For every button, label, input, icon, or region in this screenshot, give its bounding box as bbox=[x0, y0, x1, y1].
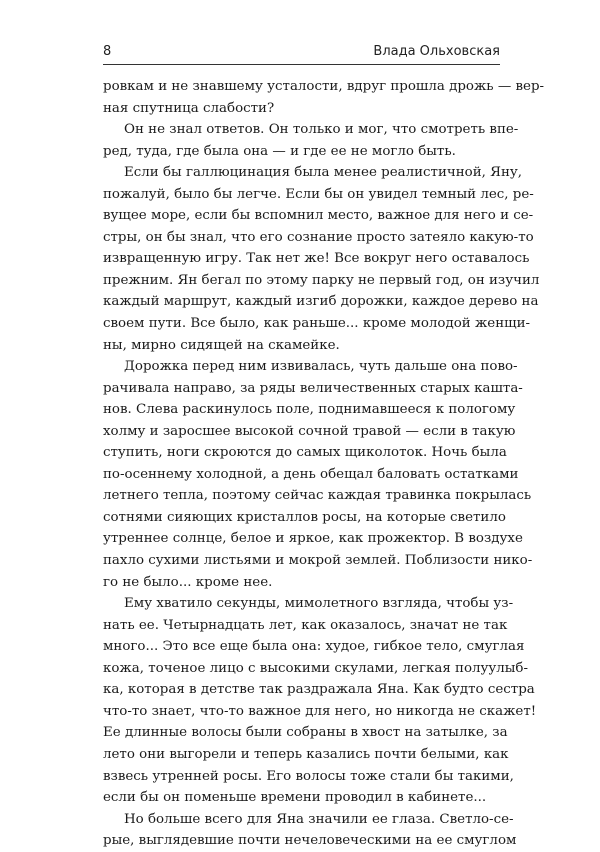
text-line: го не было... кроме нее. bbox=[103, 574, 273, 590]
text-line: утреннее солнце, белое и яркое, как прожектор. В воздухе bbox=[103, 531, 523, 547]
text-line: кожа, точеное лицо с высокими скулами, легкая полуулыб- bbox=[103, 660, 529, 676]
page-number: 8 bbox=[103, 44, 112, 59]
text-line: рые, выглядевшие почти нечеловеческими на ее смуглом bbox=[103, 833, 517, 849]
running-head bbox=[103, 42, 500, 65]
text-line: ровкам и не знавшему усталости, вдруг прошла дрожь — вер- bbox=[103, 79, 545, 94]
text-line: вущее море, если бы вспомнил место, важное для него и се- bbox=[103, 208, 534, 224]
text-line: Ее длинные волосы были собраны в хвост на затылке, за bbox=[103, 725, 508, 741]
text-line: пожалуй, было бы легче. Если бы он увидел темный лес, ре- bbox=[103, 186, 534, 202]
text-line: ка, которая в детстве так раздражала Яна. Как будто сестра bbox=[103, 682, 535, 698]
text-line: прежним. Ян бегал по этому парку не первый год, он изучил bbox=[103, 272, 540, 288]
text-line: ны, мирно сидящей на скамейке. bbox=[103, 337, 340, 353]
text-line: ная спутница слабости? bbox=[103, 100, 275, 116]
text-line: летнего тепла, поэтому сейчас каждая травинка покрылась bbox=[103, 488, 532, 504]
author-name: Влада Ольховская bbox=[373, 44, 500, 59]
body-text bbox=[103, 76, 545, 852]
text-line: по-осеннему холодной, а день обещал баловать остатками bbox=[103, 466, 519, 482]
text-line: Если бы галлюцинация была менее реалистичной, Яну, bbox=[124, 165, 523, 181]
text-line: Ему хватило секунды, мимолетного взгляда, чтобы уз- bbox=[124, 596, 514, 612]
text-line: каждый маршрут, каждый изгиб дорожки, каждое дерево на bbox=[103, 294, 539, 310]
text-line: много... Это все еще была она: худое, гибкое тело, смуглая bbox=[103, 639, 525, 655]
text-line: Он не знал ответов. Он только и мог, что смотреть впе- bbox=[124, 122, 519, 138]
text-line: извращенную игру. Так нет же! Все вокруг него оставалось bbox=[103, 251, 530, 267]
text-line: Дорожка перед ним извивалась, чуть дальше она пово- bbox=[124, 359, 518, 375]
text-line: рачивала направо, за ряды величественных старых кашта- bbox=[103, 380, 523, 396]
text-line: холму и заросшее высокой сочной травой — если в такую bbox=[103, 423, 516, 439]
text-line: нать ее. Четырнадцать лет, как оказалось, значат не так bbox=[103, 617, 508, 633]
text-line: лето они выгорели и теперь казались почти белыми, как bbox=[103, 746, 509, 762]
text-line: взвесь утренней росы. Его волосы тоже стали бы такими, bbox=[103, 768, 514, 784]
text-line: ред, туда, где была она — и где ее не могло быть. bbox=[103, 143, 456, 159]
text-line: если бы он поменьше времени проводил в кабинете... bbox=[103, 790, 487, 806]
text-line: Но больше всего для Яна значили ее глаза. Светло-се- bbox=[124, 811, 514, 827]
text-line: пахло сухими листьями и мокрой землей. Поблизости нико- bbox=[103, 553, 533, 569]
text-line: что-то знает, что-то важное для него, но никогда не скажет! bbox=[103, 703, 537, 719]
text-line: своем пути. Все было, как раньше... кроме молодой женщи- bbox=[103, 316, 531, 332]
text-line: ступить, ноги скроются до самых щиколоток. Ночь была bbox=[103, 445, 507, 461]
text-line: стры, он бы знал, что его сознание просто затеяло какую-то bbox=[103, 229, 534, 245]
text-line: сотнями сияющих кристаллов росы, на которые светило bbox=[103, 509, 506, 525]
text-line: нов. Слева раскинулось поле, поднимавшееся к пологому bbox=[103, 402, 516, 418]
